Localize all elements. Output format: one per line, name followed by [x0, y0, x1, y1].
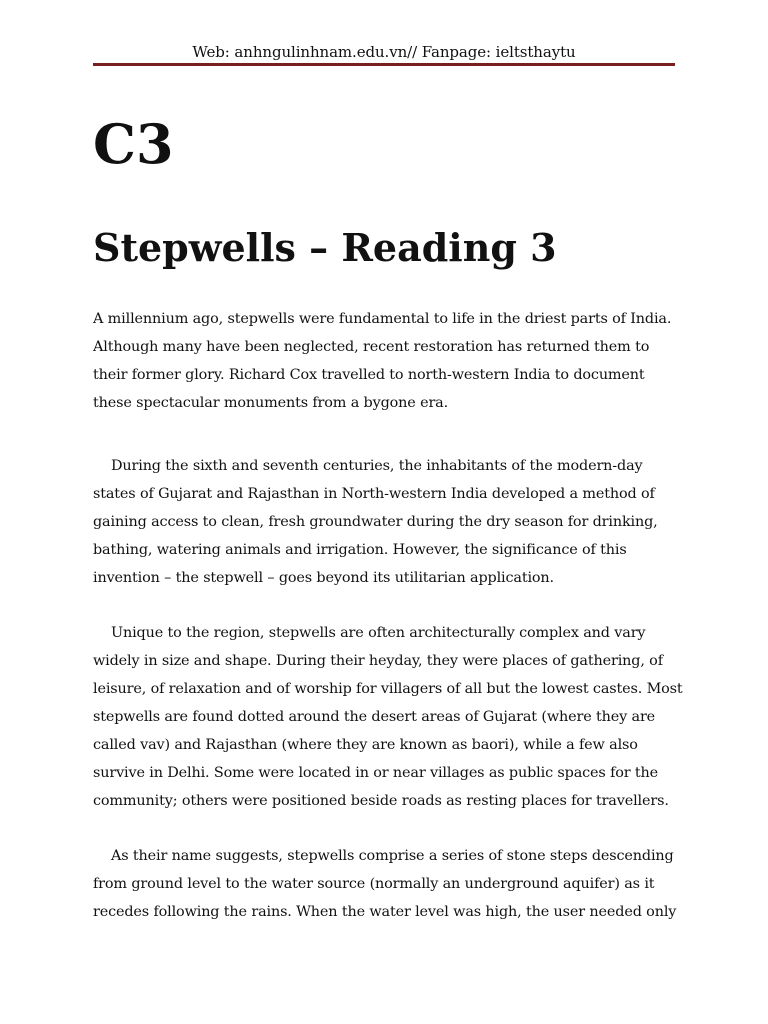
paragraph-line: Unique to the region, stepwells are often architecturally complex and vary [111, 625, 646, 641]
paragraph-line: recedes following the rains. When the water level was high, the user needed only [93, 904, 677, 920]
body-paragraph-2 [93, 619, 693, 815]
intro-line: A millennium ago, stepwells were fundamental to life in the driest parts of India. [93, 311, 672, 327]
paragraph-line: leisure, of relaxation and of worship for villagers of all but the lowest castes. Most [93, 681, 683, 697]
intro-line: Although many have been neglected, recent restoration has returned them to [93, 339, 650, 355]
paragraph-line: survive in Delhi. Some were located in or near villages as public spaces for the [93, 765, 659, 781]
intro-line: their former glory. Richard Cox travelled to north-western India to document [93, 367, 645, 383]
article-title: Stepwells – Reading 3 [93, 225, 557, 270]
section-code: C3 [93, 112, 174, 176]
page-header: Web: anhngulinhnam.edu.vn// Fanpage: ieltsthaytu [192, 43, 576, 61]
paragraph-line: gaining access to clean, fresh groundwater during the dry season for drinking, [93, 514, 658, 530]
paragraph-line: called vav) and Rajasthan (where they are known as baori), while a few also [93, 737, 638, 753]
paragraph-line: invention – the stepwell – goes beyond its utilitarian application. [93, 570, 554, 586]
paragraph-line: widely in size and shape. During their heyday, they were places of gathering, of [93, 653, 663, 669]
paragraph-line: bathing, watering animals and irrigation. However, the significance of this [93, 542, 627, 558]
intro-paragraph [93, 305, 693, 417]
paragraph-line: During the sixth and seventh centuries, the inhabitants of the modern-day [111, 458, 643, 474]
paragraph-line: stepwells are found dotted around the desert areas of Gujarat (where they are [93, 709, 656, 725]
intro-line: these spectacular monuments from a bygone era. [93, 395, 449, 411]
paragraph-line: As their name suggests, stepwells comprise a series of stone steps descending [111, 848, 674, 864]
paragraph-line: from ground level to the water source (normally an underground aquifer) as it [93, 876, 655, 892]
body-paragraph-1 [93, 452, 693, 592]
body-paragraph-3 [93, 842, 693, 926]
paragraph-line: states of Gujarat and Rajasthan in North-western India developed a method of [93, 486, 655, 502]
header-divider [93, 63, 675, 66]
paragraph-line: community; others were positioned beside roads as resting places for travellers. [93, 793, 669, 809]
